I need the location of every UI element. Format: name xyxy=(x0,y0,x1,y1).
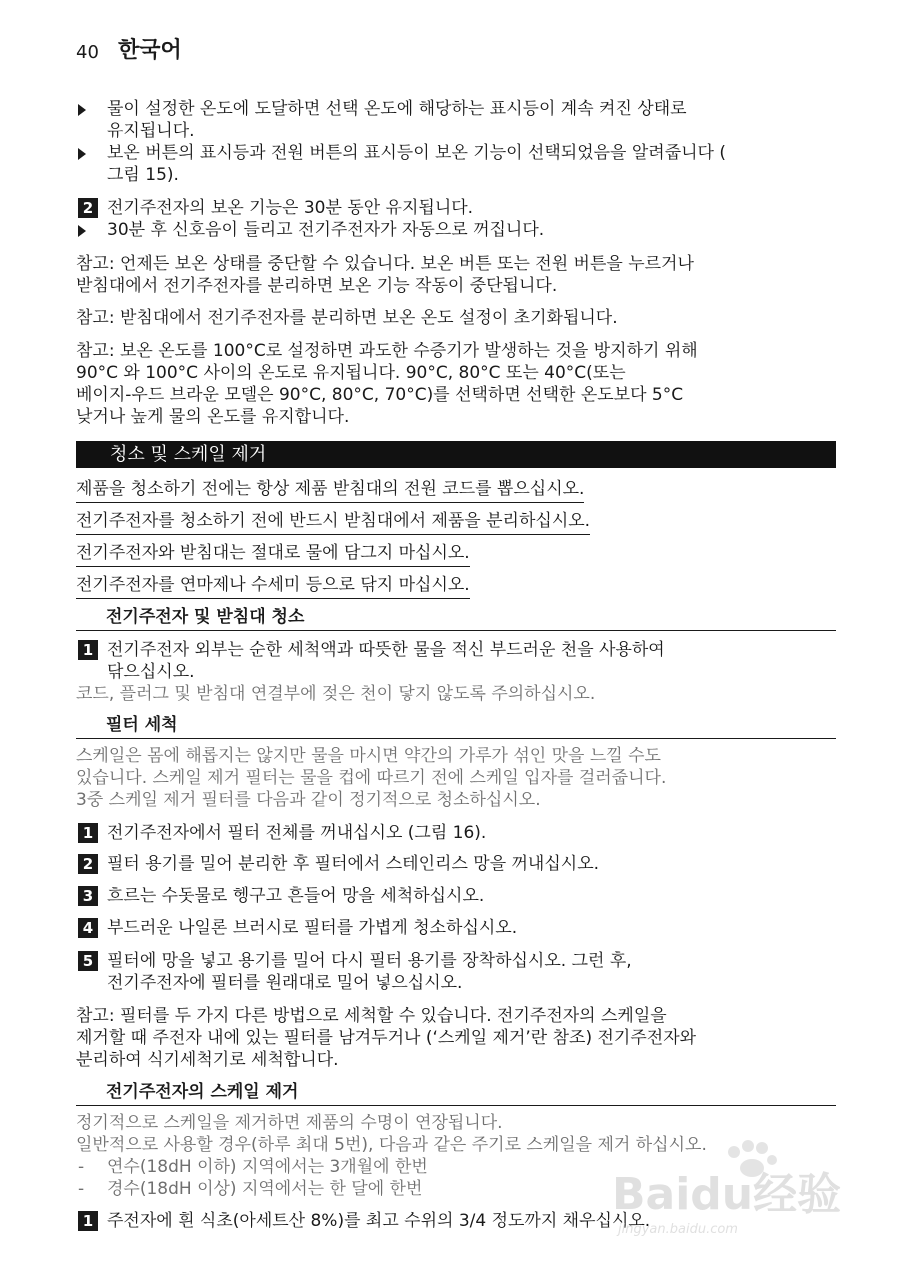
subsection-rule xyxy=(76,630,836,631)
subsection-rule xyxy=(76,738,836,739)
bullet-icon xyxy=(78,148,86,160)
step-number-badge: 2 xyxy=(78,198,98,218)
baidu-watermark xyxy=(612,1140,842,1260)
list-item-text: 경수(18dH 이상) 지역에서는 한 달에 한번 xyxy=(107,1179,423,1199)
step-text-line: 전기주전자에 필터를 원래대로 밀어 넣으십시오. xyxy=(107,973,463,993)
intro-line: 있습니다. 스케일 제거 필터는 물을 컵에 따르기 전에 스케일 입자를 걸러줍니다. xyxy=(76,768,667,788)
watermark-url: jingyan.baidu.com xyxy=(618,1222,738,1237)
bullet-text-line: 물이 설정한 온도에 도달하면 선택 온도에 해당하는 표시등이 계속 켜진 상태로 xyxy=(107,99,687,119)
step-text-line: 닦으십시오. xyxy=(107,662,195,682)
note-line: 90°C 와 100°C 사이의 온도로 유지됩니다. 90°C, 80°C 또는 40°C(또는 xyxy=(76,363,626,383)
note-line: 참고: 언제든 보온 상태를 중단할 수 있습니다. 보온 버튼 또는 전원 버튼을 누르거나 xyxy=(76,254,694,274)
bullet-icon xyxy=(78,104,86,116)
warning-line: 제품을 청소하기 전에는 항상 제품 받침대의 전원 코드를 뽑으십시오. xyxy=(76,478,584,503)
note-line: 참고: 보온 온도를 100°C로 설정하면 과도한 수증기가 발생하는 것을 방지하기 위해 xyxy=(76,341,698,361)
note-line: 받침대에서 전기주전자를 분리하면 보온 기능 작동이 중단됩니다. xyxy=(76,276,558,296)
note-line: 참고: 받침대에서 전기주전자를 분리하면 보온 온도 설정이 초기화됩니다. xyxy=(76,308,618,328)
subsection-title: 필터 세척 xyxy=(106,715,178,735)
language-title: 한국어 xyxy=(118,38,182,63)
bullet-text-line: 유지됩니다. xyxy=(107,121,195,141)
step-number-badge: 2 xyxy=(78,854,98,874)
note-line: 분리하여 식기세척기로 세척합니다. xyxy=(76,1050,339,1070)
warning-line: 전기주전자를 연마제나 수세미 등으로 닦지 마십시오. xyxy=(76,574,470,599)
step-text-line: 필터에 망을 넣고 용기를 밀어 다시 필터 용기를 장착하십시오. 그런 후, xyxy=(107,951,632,971)
step-text-line: 부드러운 나일론 브러시로 필터를 가볍게 청소하십시오. xyxy=(107,918,518,938)
list-item-text: 연수(18dH 이하) 지역에서는 3개월에 한번 xyxy=(107,1157,428,1177)
watermark-logo-text: Baidu经验 xyxy=(612,1169,842,1220)
caution-text: 코드, 플러그 및 받침대 연결부에 젖은 천이 닿지 않도록 주의하십시오. xyxy=(76,684,596,704)
list-dash: - xyxy=(78,1179,85,1199)
step-number-badge: 4 xyxy=(78,918,98,938)
bullet-icon xyxy=(78,225,86,237)
subsection-rule xyxy=(76,1105,836,1106)
step-number-badge: 1 xyxy=(78,640,98,660)
step-text: 전기주전자의 보온 기능은 30분 동안 유지됩니다. xyxy=(107,198,474,218)
intro-line: 3중 스케일 제거 필터를 다음과 같이 정기적으로 청소하십시오. xyxy=(76,790,541,810)
warning-line: 전기주전자와 받침대는 절대로 물에 담그지 마십시오. xyxy=(76,542,470,567)
subsection-title: 전기주전자 및 받침대 청소 xyxy=(106,607,305,627)
step-number-badge: 5 xyxy=(78,951,98,971)
note-line: 참고: 필터를 두 가지 다른 방법으로 세척할 수 있습니다. 전기주전자의 스케일을 xyxy=(76,1006,667,1026)
intro-line: 일반적으로 사용할 경우(하루 최대 5번), 다음과 같은 주기로 스케일을 제거 하십시오. xyxy=(76,1135,707,1155)
step-number-badge: 1 xyxy=(78,1211,98,1231)
note-line: 베이지-우드 브라운 모델은 90°C, 80°C, 70°C)를 선택하면 선택한 온도보다 5°C xyxy=(76,385,684,405)
bullet-text-line: 그림 15). xyxy=(107,165,179,185)
bullet-text-line: 30분 후 신호음이 들리고 전기주전자가 자동으로 꺼집니다. xyxy=(107,220,545,240)
step-text-line: 흐르는 수돗물로 헹구고 흔들어 망을 세척하십시오. xyxy=(107,886,485,906)
step-text: 주전자에 흰 식초(아세트산 8%)를 최고 수위의 3/4 정도까지 채우십시오. xyxy=(107,1211,651,1231)
warning-line: 전기주전자를 청소하기 전에 반드시 받침대에서 제품을 분리하십시오. xyxy=(76,510,590,535)
bullet-text-line: 보온 버튼의 표시등과 전원 버튼의 표시등이 보온 기능이 선택되었음을 알려줍니다 ( xyxy=(107,143,727,163)
page-number: 40 xyxy=(76,42,99,63)
intro-line: 정기적으로 스케일을 제거하면 제품의 수명이 연장됩니다. xyxy=(76,1113,503,1133)
note-line: 낮거나 높게 물의 온도를 유지합니다. xyxy=(76,407,350,427)
list-dash: - xyxy=(78,1157,85,1177)
step-text-line: 필터 용기를 밀어 분리한 후 필터에서 스테인리스 망을 꺼내십시오. xyxy=(107,854,600,874)
step-text-line: 전기주전자에서 필터 전체를 꺼내십시오 (그림 16). xyxy=(107,823,487,843)
step-number-badge: 3 xyxy=(78,886,98,906)
intro-line: 스케일은 몸에 해롭지는 않지만 물을 마시면 약간의 가루가 섞인 맛을 느낄 수도 xyxy=(76,746,661,766)
note-line: 제거할 때 주전자 내에 있는 필터를 남겨두거나 (‘스케일 제거’란 참조) 전기주전자와 xyxy=(76,1028,697,1048)
section-title: 청소 및 스케일 제거 xyxy=(110,444,267,465)
step-text-line: 전기주전자 외부는 순한 세척액과 따뜻한 물을 적신 부드러운 천을 사용하여 xyxy=(107,640,665,660)
step-number-badge: 1 xyxy=(78,823,98,843)
subsection-title: 전기주전자의 스케일 제거 xyxy=(106,1082,299,1102)
section-header-bar xyxy=(76,441,836,468)
